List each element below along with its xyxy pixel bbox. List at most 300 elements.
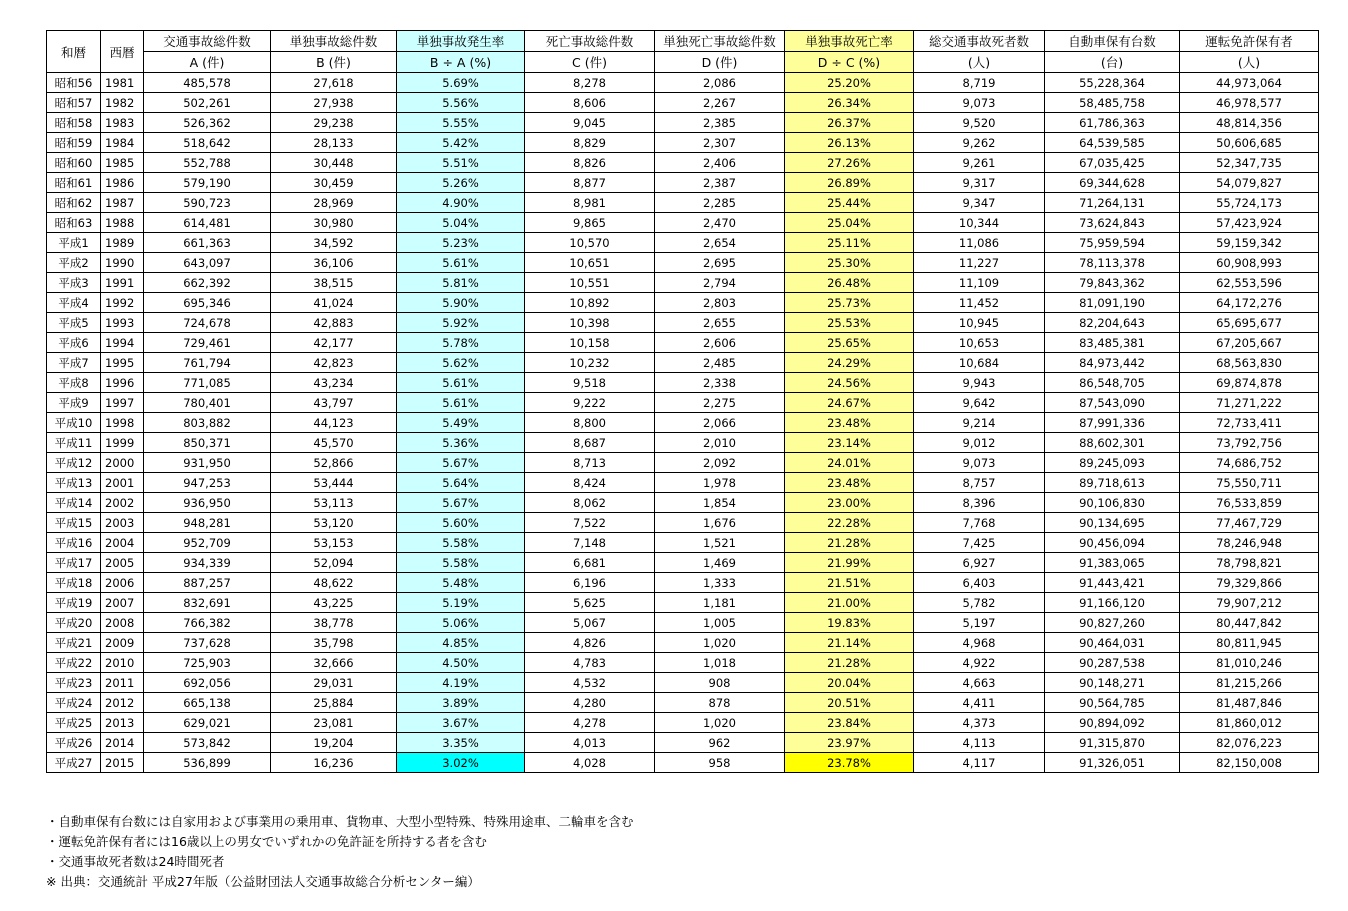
cell-fatal-accidents: 4,826 — [525, 633, 655, 653]
cell-total-accidents: 526,362 — [144, 113, 271, 133]
cell-license-holders: 46,978,577 — [1180, 93, 1319, 113]
cell-seireki: 2015 — [101, 753, 144, 773]
header-seireki: 西暦 — [101, 31, 144, 73]
cell-seireki: 1991 — [101, 273, 144, 293]
cell-single-fatal-accidents: 2,606 — [655, 333, 785, 353]
cell-vehicles-owned: 91,315,870 — [1045, 733, 1180, 753]
cell-total-deaths: 4,922 — [914, 653, 1045, 673]
footnotes — [46, 812, 634, 892]
cell-single-accident-rate: 5.64% — [397, 473, 525, 493]
cell-fatal-accidents: 9,045 — [525, 113, 655, 133]
cell-vehicles-owned: 90,464,031 — [1045, 633, 1180, 653]
cell-single-accident-rate: 5.78% — [397, 333, 525, 353]
cell-total-deaths: 9,262 — [914, 133, 1045, 153]
cell-single-accidents: 34,592 — [271, 233, 397, 253]
cell-single-fatality-rate: 25.65% — [785, 333, 914, 353]
cell-vehicles-owned: 88,602,301 — [1045, 433, 1180, 453]
cell-vehicles-owned: 90,148,271 — [1045, 673, 1180, 693]
cell-single-fatal-accidents: 2,086 — [655, 73, 785, 93]
cell-wareki: 平成23 — [47, 673, 101, 693]
cell-total-accidents: 665,138 — [144, 693, 271, 713]
cell-fatal-accidents: 10,158 — [525, 333, 655, 353]
table-row — [47, 393, 1319, 413]
cell-wareki: 昭和61 — [47, 173, 101, 193]
cell-license-holders: 48,814,356 — [1180, 113, 1319, 133]
cell-vehicles-owned: 89,245,093 — [1045, 453, 1180, 473]
table-row — [47, 413, 1319, 433]
table-row — [47, 493, 1319, 513]
cell-fatal-accidents: 4,278 — [525, 713, 655, 733]
cell-single-fatality-rate: 26.89% — [785, 173, 914, 193]
cell-single-fatal-accidents: 1,854 — [655, 493, 785, 513]
cell-seireki: 1986 — [101, 173, 144, 193]
cell-total-accidents: 771,085 — [144, 373, 271, 393]
cell-fatal-accidents: 6,681 — [525, 553, 655, 573]
cell-single-accident-rate: 5.60% — [397, 513, 525, 533]
cell-fatal-accidents: 8,800 — [525, 413, 655, 433]
cell-license-holders: 81,010,246 — [1180, 653, 1319, 673]
cell-single-fatal-accidents: 2,307 — [655, 133, 785, 153]
cell-license-holders: 81,860,012 — [1180, 713, 1319, 733]
table-row — [47, 353, 1319, 373]
cell-fatal-accidents: 8,424 — [525, 473, 655, 493]
cell-single-accident-rate: 5.51% — [397, 153, 525, 173]
cell-license-holders: 62,553,596 — [1180, 273, 1319, 293]
cell-vehicles-owned: 69,344,628 — [1045, 173, 1180, 193]
cell-license-holders: 73,792,756 — [1180, 433, 1319, 453]
cell-vehicles-owned: 90,134,695 — [1045, 513, 1180, 533]
cell-single-fatal-accidents: 2,470 — [655, 213, 785, 233]
cell-single-accidents: 53,113 — [271, 493, 397, 513]
header-vehicles-owned: 自動車保有台数 — [1045, 31, 1180, 52]
cell-fatal-accidents: 9,222 — [525, 393, 655, 413]
cell-single-accident-rate: 5.06% — [397, 613, 525, 633]
cell-single-fatal-accidents: 1,521 — [655, 533, 785, 553]
table-row — [47, 693, 1319, 713]
cell-wareki: 平成16 — [47, 533, 101, 553]
cell-license-holders: 54,079,827 — [1180, 173, 1319, 193]
cell-seireki: 2000 — [101, 453, 144, 473]
cell-vehicles-owned: 90,827,260 — [1045, 613, 1180, 633]
unit-license-holders: (人) — [1180, 52, 1319, 73]
cell-vehicles-owned: 91,443,421 — [1045, 573, 1180, 593]
cell-vehicles-owned: 87,543,090 — [1045, 393, 1180, 413]
cell-license-holders: 65,695,677 — [1180, 313, 1319, 333]
cell-vehicles-owned: 73,624,843 — [1045, 213, 1180, 233]
cell-single-accident-rate: 5.58% — [397, 533, 525, 553]
cell-fatal-accidents: 8,062 — [525, 493, 655, 513]
cell-vehicles-owned: 61,786,363 — [1045, 113, 1180, 133]
cell-license-holders: 75,550,711 — [1180, 473, 1319, 493]
cell-single-accidents: 53,153 — [271, 533, 397, 553]
cell-single-fatality-rate: 21.00% — [785, 593, 914, 613]
table-row — [47, 253, 1319, 273]
cell-total-deaths: 6,403 — [914, 573, 1045, 593]
cell-single-accidents: 42,883 — [271, 313, 397, 333]
cell-single-accidents: 41,024 — [271, 293, 397, 313]
cell-single-accident-rate: 5.61% — [397, 393, 525, 413]
cell-fatal-accidents: 10,570 — [525, 233, 655, 253]
cell-seireki: 2006 — [101, 573, 144, 593]
cell-fatal-accidents: 4,280 — [525, 693, 655, 713]
cell-wareki: 平成5 — [47, 313, 101, 333]
cell-single-accident-rate: 3.67% — [397, 713, 525, 733]
cell-total-accidents: 725,903 — [144, 653, 271, 673]
cell-single-fatal-accidents: 2,385 — [655, 113, 785, 133]
cell-total-accidents: 614,481 — [144, 213, 271, 233]
cell-single-accidents: 43,234 — [271, 373, 397, 393]
cell-fatal-accidents: 10,551 — [525, 273, 655, 293]
cell-single-fatal-accidents: 2,285 — [655, 193, 785, 213]
cell-total-accidents: 936,950 — [144, 493, 271, 513]
cell-single-accident-rate: 3.89% — [397, 693, 525, 713]
header-row-units — [47, 52, 1319, 73]
cell-single-fatal-accidents: 1,005 — [655, 613, 785, 633]
cell-seireki: 1981 — [101, 73, 144, 93]
spreadsheet — [46, 30, 1319, 773]
cell-seireki: 2008 — [101, 613, 144, 633]
cell-total-deaths: 5,197 — [914, 613, 1045, 633]
cell-total-accidents: 737,628 — [144, 633, 271, 653]
cell-total-accidents: 729,461 — [144, 333, 271, 353]
cell-single-accidents: 29,031 — [271, 673, 397, 693]
cell-total-deaths: 9,073 — [914, 453, 1045, 473]
cell-fatal-accidents: 4,783 — [525, 653, 655, 673]
cell-single-accidents: 52,866 — [271, 453, 397, 473]
cell-seireki: 1987 — [101, 193, 144, 213]
cell-single-accident-rate: 5.69% — [397, 73, 525, 93]
cell-single-fatal-accidents: 958 — [655, 753, 785, 773]
cell-single-fatal-accidents: 1,469 — [655, 553, 785, 573]
cell-license-holders: 59,159,342 — [1180, 233, 1319, 253]
cell-license-holders: 79,329,866 — [1180, 573, 1319, 593]
cell-single-fatal-accidents: 2,794 — [655, 273, 785, 293]
table-row — [47, 533, 1319, 553]
cell-single-fatality-rate: 23.97% — [785, 733, 914, 753]
cell-total-deaths: 9,347 — [914, 193, 1045, 213]
cell-wareki: 平成21 — [47, 633, 101, 653]
cell-license-holders: 68,563,830 — [1180, 353, 1319, 373]
cell-seireki: 1988 — [101, 213, 144, 233]
cell-wareki: 平成12 — [47, 453, 101, 473]
cell-wareki: 平成19 — [47, 593, 101, 613]
cell-license-holders: 77,467,729 — [1180, 513, 1319, 533]
cell-single-accidents: 30,459 — [271, 173, 397, 193]
cell-total-accidents: 948,281 — [144, 513, 271, 533]
table-row — [47, 733, 1319, 753]
cell-total-accidents: 643,097 — [144, 253, 271, 273]
cell-total-deaths: 4,113 — [914, 733, 1045, 753]
cell-total-deaths: 6,927 — [914, 553, 1045, 573]
cell-fatal-accidents: 8,829 — [525, 133, 655, 153]
table-body — [47, 73, 1319, 773]
cell-vehicles-owned: 67,035,425 — [1045, 153, 1180, 173]
cell-single-fatal-accidents: 2,695 — [655, 253, 785, 273]
cell-single-accidents: 53,120 — [271, 513, 397, 533]
cell-license-holders: 52,347,735 — [1180, 153, 1319, 173]
table-row — [47, 193, 1319, 213]
cell-seireki: 1982 — [101, 93, 144, 113]
cell-single-fatal-accidents: 1,020 — [655, 633, 785, 653]
cell-vehicles-owned: 81,091,190 — [1045, 293, 1180, 313]
cell-total-deaths: 9,214 — [914, 413, 1045, 433]
table-row — [47, 713, 1319, 733]
cell-fatal-accidents: 10,232 — [525, 353, 655, 373]
cell-seireki: 2001 — [101, 473, 144, 493]
cell-single-accident-rate: 3.02% — [397, 753, 525, 773]
cell-seireki: 2003 — [101, 513, 144, 533]
cell-license-holders: 71,271,222 — [1180, 393, 1319, 413]
table-row — [47, 633, 1319, 653]
cell-total-accidents: 661,363 — [144, 233, 271, 253]
cell-single-accident-rate: 5.67% — [397, 493, 525, 513]
cell-license-holders: 78,246,948 — [1180, 533, 1319, 553]
cell-total-accidents: 629,021 — [144, 713, 271, 733]
cell-total-deaths: 10,684 — [914, 353, 1045, 373]
header-single-accident-rate: 単独事故発生率 — [397, 31, 525, 52]
cell-total-deaths: 9,642 — [914, 393, 1045, 413]
cell-seireki: 1984 — [101, 133, 144, 153]
cell-single-accident-rate: 5.92% — [397, 313, 525, 333]
cell-wareki: 平成8 — [47, 373, 101, 393]
cell-single-fatal-accidents: 2,338 — [655, 373, 785, 393]
cell-wareki: 平成7 — [47, 353, 101, 373]
cell-single-accidents: 36,106 — [271, 253, 397, 273]
cell-single-fatal-accidents: 2,387 — [655, 173, 785, 193]
cell-total-accidents: 485,578 — [144, 73, 271, 93]
cell-total-accidents: 724,678 — [144, 313, 271, 333]
cell-vehicles-owned: 91,166,120 — [1045, 593, 1180, 613]
cell-single-fatality-rate: 26.34% — [785, 93, 914, 113]
cell-wareki: 平成26 — [47, 733, 101, 753]
cell-single-accidents: 43,797 — [271, 393, 397, 413]
cell-single-fatal-accidents: 2,655 — [655, 313, 785, 333]
cell-seireki: 2010 — [101, 653, 144, 673]
cell-single-fatality-rate: 25.11% — [785, 233, 914, 253]
cell-vehicles-owned: 78,113,378 — [1045, 253, 1180, 273]
cell-single-fatality-rate: 23.48% — [785, 473, 914, 493]
cell-vehicles-owned: 71,264,131 — [1045, 193, 1180, 213]
cell-total-deaths: 5,782 — [914, 593, 1045, 613]
table-row — [47, 233, 1319, 253]
table-row — [47, 113, 1319, 133]
cell-total-deaths: 10,945 — [914, 313, 1045, 333]
cell-total-accidents: 502,261 — [144, 93, 271, 113]
cell-total-deaths: 10,653 — [914, 333, 1045, 353]
cell-seireki: 2007 — [101, 593, 144, 613]
table-row — [47, 673, 1319, 693]
cell-single-accidents: 29,238 — [271, 113, 397, 133]
cell-total-accidents: 934,339 — [144, 553, 271, 573]
cell-wareki: 昭和60 — [47, 153, 101, 173]
table-row — [47, 473, 1319, 493]
cell-wareki: 平成22 — [47, 653, 101, 673]
cell-wareki: 昭和56 — [47, 73, 101, 93]
cell-single-fatal-accidents: 2,092 — [655, 453, 785, 473]
cell-seireki: 1999 — [101, 433, 144, 453]
cell-single-fatal-accidents: 878 — [655, 693, 785, 713]
table-row — [47, 333, 1319, 353]
cell-single-fatal-accidents: 2,485 — [655, 353, 785, 373]
cell-seireki: 1994 — [101, 333, 144, 353]
cell-wareki: 平成2 — [47, 253, 101, 273]
cell-single-fatality-rate: 25.20% — [785, 73, 914, 93]
cell-single-accident-rate: 5.55% — [397, 113, 525, 133]
unit-vehicles-owned: (台) — [1045, 52, 1180, 73]
cell-seireki: 1993 — [101, 313, 144, 333]
cell-total-accidents: 947,253 — [144, 473, 271, 493]
cell-single-fatality-rate: 25.30% — [785, 253, 914, 273]
cell-single-accident-rate: 4.90% — [397, 193, 525, 213]
cell-license-holders: 74,686,752 — [1180, 453, 1319, 473]
cell-single-fatality-rate: 26.13% — [785, 133, 914, 153]
cell-license-holders: 64,172,276 — [1180, 293, 1319, 313]
cell-vehicles-owned: 87,991,336 — [1045, 413, 1180, 433]
cell-total-deaths: 9,073 — [914, 93, 1045, 113]
cell-wareki: 平成15 — [47, 513, 101, 533]
table-row — [47, 653, 1319, 673]
cell-seireki: 1989 — [101, 233, 144, 253]
cell-vehicles-owned: 90,106,830 — [1045, 493, 1180, 513]
cell-total-accidents: 579,190 — [144, 173, 271, 193]
cell-license-holders: 80,447,842 — [1180, 613, 1319, 633]
cell-license-holders: 82,076,223 — [1180, 733, 1319, 753]
table-row — [47, 93, 1319, 113]
cell-vehicles-owned: 90,894,092 — [1045, 713, 1180, 733]
cell-total-accidents: 780,401 — [144, 393, 271, 413]
cell-single-accident-rate: 5.19% — [397, 593, 525, 613]
footnote-licenses: ・運転免許保有者には16歳以上の男女でいずれかの免許証を所持する者を含む — [46, 834, 487, 849]
unit-total-deaths: (人) — [914, 52, 1045, 73]
cell-single-fatality-rate: 24.01% — [785, 453, 914, 473]
cell-total-accidents: 887,257 — [144, 573, 271, 593]
table-row — [47, 153, 1319, 173]
cell-total-deaths: 9,943 — [914, 373, 1045, 393]
cell-license-holders: 57,423,924 — [1180, 213, 1319, 233]
cell-single-fatal-accidents: 962 — [655, 733, 785, 753]
cell-total-accidents: 518,642 — [144, 133, 271, 153]
cell-wareki: 昭和58 — [47, 113, 101, 133]
cell-wareki: 平成13 — [47, 473, 101, 493]
cell-wareki: 平成24 — [47, 693, 101, 713]
cell-license-holders: 60,908,993 — [1180, 253, 1319, 273]
cell-vehicles-owned: 58,485,758 — [1045, 93, 1180, 113]
cell-vehicles-owned: 64,539,585 — [1045, 133, 1180, 153]
cell-single-accident-rate: 5.67% — [397, 453, 525, 473]
cell-seireki: 2004 — [101, 533, 144, 553]
cell-fatal-accidents: 4,013 — [525, 733, 655, 753]
cell-vehicles-owned: 86,548,705 — [1045, 373, 1180, 393]
cell-single-fatality-rate: 21.28% — [785, 653, 914, 673]
unit-total-accidents: A (件) — [144, 52, 271, 73]
cell-single-fatality-rate: 25.44% — [785, 193, 914, 213]
cell-seireki: 2013 — [101, 713, 144, 733]
cell-single-fatality-rate: 22.28% — [785, 513, 914, 533]
table-row — [47, 553, 1319, 573]
cell-single-accident-rate: 5.36% — [397, 433, 525, 453]
unit-fatal-accidents: C (件) — [525, 52, 655, 73]
cell-single-accidents: 16,236 — [271, 753, 397, 773]
cell-total-accidents: 850,371 — [144, 433, 271, 453]
cell-single-accident-rate: 5.48% — [397, 573, 525, 593]
cell-total-deaths: 8,396 — [914, 493, 1045, 513]
cell-total-deaths: 4,411 — [914, 693, 1045, 713]
unit-single-fatal-accidents: D (件) — [655, 52, 785, 73]
cell-total-accidents: 692,056 — [144, 673, 271, 693]
cell-single-fatality-rate: 23.48% — [785, 413, 914, 433]
cell-single-fatal-accidents: 2,275 — [655, 393, 785, 413]
cell-single-fatality-rate: 27.26% — [785, 153, 914, 173]
header-single-fatal-accidents: 単独死亡事故総件数 — [655, 31, 785, 52]
cell-single-accident-rate: 5.61% — [397, 253, 525, 273]
cell-single-fatality-rate: 23.78% — [785, 753, 914, 773]
cell-single-accidents: 52,094 — [271, 553, 397, 573]
cell-single-fatal-accidents: 2,066 — [655, 413, 785, 433]
cell-single-fatal-accidents: 2,406 — [655, 153, 785, 173]
cell-vehicles-owned: 79,843,362 — [1045, 273, 1180, 293]
cell-fatal-accidents: 10,651 — [525, 253, 655, 273]
cell-license-holders: 78,798,821 — [1180, 553, 1319, 573]
cell-seireki: 2009 — [101, 633, 144, 653]
accident-statistics-table — [46, 30, 1319, 773]
footnote-source: ※ 出典：交通統計 平成27年版（公益財団法人交通事故総合分析センター編） — [46, 874, 480, 889]
cell-single-accidents: 44,123 — [271, 413, 397, 433]
cell-single-fatal-accidents: 908 — [655, 673, 785, 693]
cell-fatal-accidents: 8,877 — [525, 173, 655, 193]
cell-total-accidents: 662,392 — [144, 273, 271, 293]
cell-wareki: 平成1 — [47, 233, 101, 253]
cell-fatal-accidents: 7,148 — [525, 533, 655, 553]
cell-single-accidents: 23,081 — [271, 713, 397, 733]
cell-wareki: 平成27 — [47, 753, 101, 773]
cell-single-accidents: 32,666 — [271, 653, 397, 673]
cell-wareki: 昭和57 — [47, 93, 101, 113]
table-row — [47, 293, 1319, 313]
cell-single-accident-rate: 5.61% — [397, 373, 525, 393]
cell-single-fatality-rate: 25.04% — [785, 213, 914, 233]
cell-seireki: 1998 — [101, 413, 144, 433]
cell-single-fatal-accidents: 2,267 — [655, 93, 785, 113]
cell-single-fatal-accidents: 2,803 — [655, 293, 785, 313]
cell-license-holders: 55,724,173 — [1180, 193, 1319, 213]
cell-license-holders: 81,215,266 — [1180, 673, 1319, 693]
cell-seireki: 1995 — [101, 353, 144, 373]
cell-wareki: 昭和62 — [47, 193, 101, 213]
cell-single-accident-rate: 5.49% — [397, 413, 525, 433]
cell-single-fatality-rate: 24.56% — [785, 373, 914, 393]
header-total-deaths: 総交通事故死者数 — [914, 31, 1045, 52]
table-row — [47, 173, 1319, 193]
cell-vehicles-owned: 89,718,613 — [1045, 473, 1180, 493]
cell-total-deaths: 9,520 — [914, 113, 1045, 133]
cell-wareki: 平成10 — [47, 413, 101, 433]
cell-single-fatality-rate: 23.14% — [785, 433, 914, 453]
cell-fatal-accidents: 5,067 — [525, 613, 655, 633]
table-row — [47, 133, 1319, 153]
cell-wareki: 昭和63 — [47, 213, 101, 233]
cell-total-accidents: 766,382 — [144, 613, 271, 633]
cell-seireki: 1992 — [101, 293, 144, 313]
cell-single-accident-rate: 5.58% — [397, 553, 525, 573]
cell-fatal-accidents: 8,278 — [525, 73, 655, 93]
cell-total-deaths: 9,317 — [914, 173, 1045, 193]
cell-total-deaths: 9,012 — [914, 433, 1045, 453]
cell-single-accidents: 38,778 — [271, 613, 397, 633]
cell-single-accidents: 25,884 — [271, 693, 397, 713]
cell-total-deaths: 11,109 — [914, 273, 1045, 293]
cell-single-fatality-rate: 20.04% — [785, 673, 914, 693]
cell-fatal-accidents: 4,532 — [525, 673, 655, 693]
